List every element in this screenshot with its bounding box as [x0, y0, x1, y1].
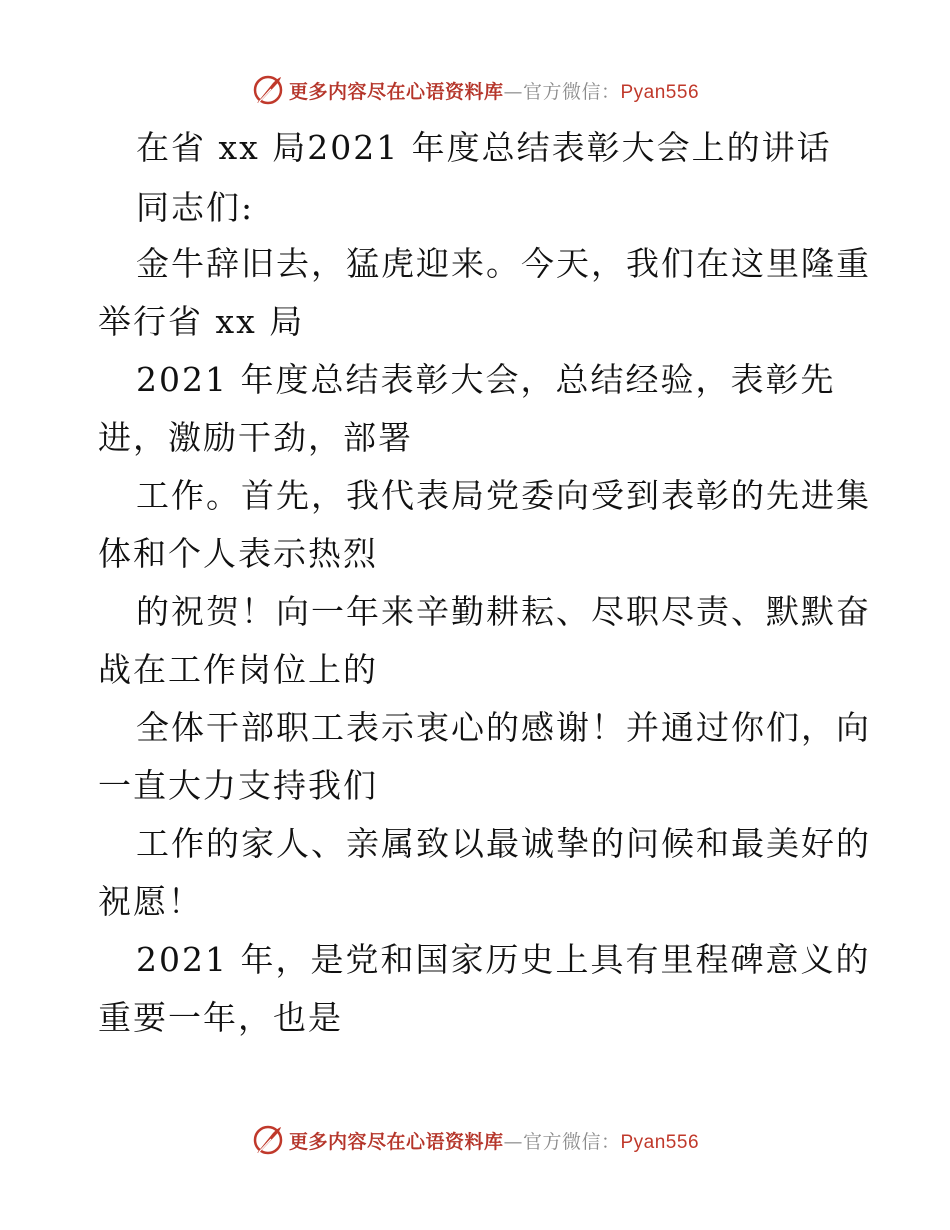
- paragraph-line: 祝愿！: [98, 882, 203, 921]
- paragraph-line: 举行省 xx 局: [98, 302, 305, 341]
- paragraph-line: 的祝贺！向一年来辛勤耕耘、尽职尽责、默默奋: [136, 592, 871, 631]
- banner-site-text: 更多内容尽在心语资料库: [288, 80, 504, 103]
- banner-wechat-id: Pyan556: [620, 81, 700, 103]
- paragraph-line: 战在工作岗位上的: [98, 650, 378, 689]
- banner-text: [289, 1127, 699, 1154]
- paragraph-line: 金牛辞旧去，猛虎迎来。今天，我们在这里隆重: [136, 244, 871, 283]
- banner-dash: —: [503, 80, 523, 103]
- paragraph-line: 全体干部职工表示衷心的感谢！并通过你们，向: [136, 708, 871, 747]
- banner-wechat-label: 官方微信：: [522, 1130, 621, 1153]
- paragraph-line: 体和个人表示热烈: [98, 534, 378, 573]
- banner-dash: —: [503, 1130, 523, 1153]
- document-title: 在省 xx 局2021 年度总结表彰大会上的讲话: [136, 128, 832, 167]
- banner-wechat-id: Pyan556: [620, 1131, 700, 1153]
- paragraph-line: 工作。首先，我代表局党委向受到表彰的先进集: [136, 476, 871, 515]
- feather-pen-logo-icon: [251, 1123, 285, 1157]
- banner-site-text: 更多内容尽在心语资料库: [288, 1130, 504, 1153]
- paragraph-line: 进，激励干劲，部署: [98, 418, 413, 457]
- paragraph-line: 2021 年度总结表彰大会，总结经验，表彰先: [136, 360, 836, 399]
- paragraph-line: 重要一年，也是: [98, 998, 343, 1037]
- salutation: 同志们:: [136, 188, 255, 227]
- banner-wechat-label: 官方微信：: [522, 80, 621, 103]
- paragraph-line: 一直大力支持我们: [98, 766, 378, 805]
- paragraph-line: 2021 年，是党和国家历史上具有里程碑意义的: [136, 940, 871, 979]
- paragraph-line: 工作的家人、亲属致以最诚挚的问候和最美好的: [136, 824, 871, 863]
- footer-banner: [0, 1120, 950, 1160]
